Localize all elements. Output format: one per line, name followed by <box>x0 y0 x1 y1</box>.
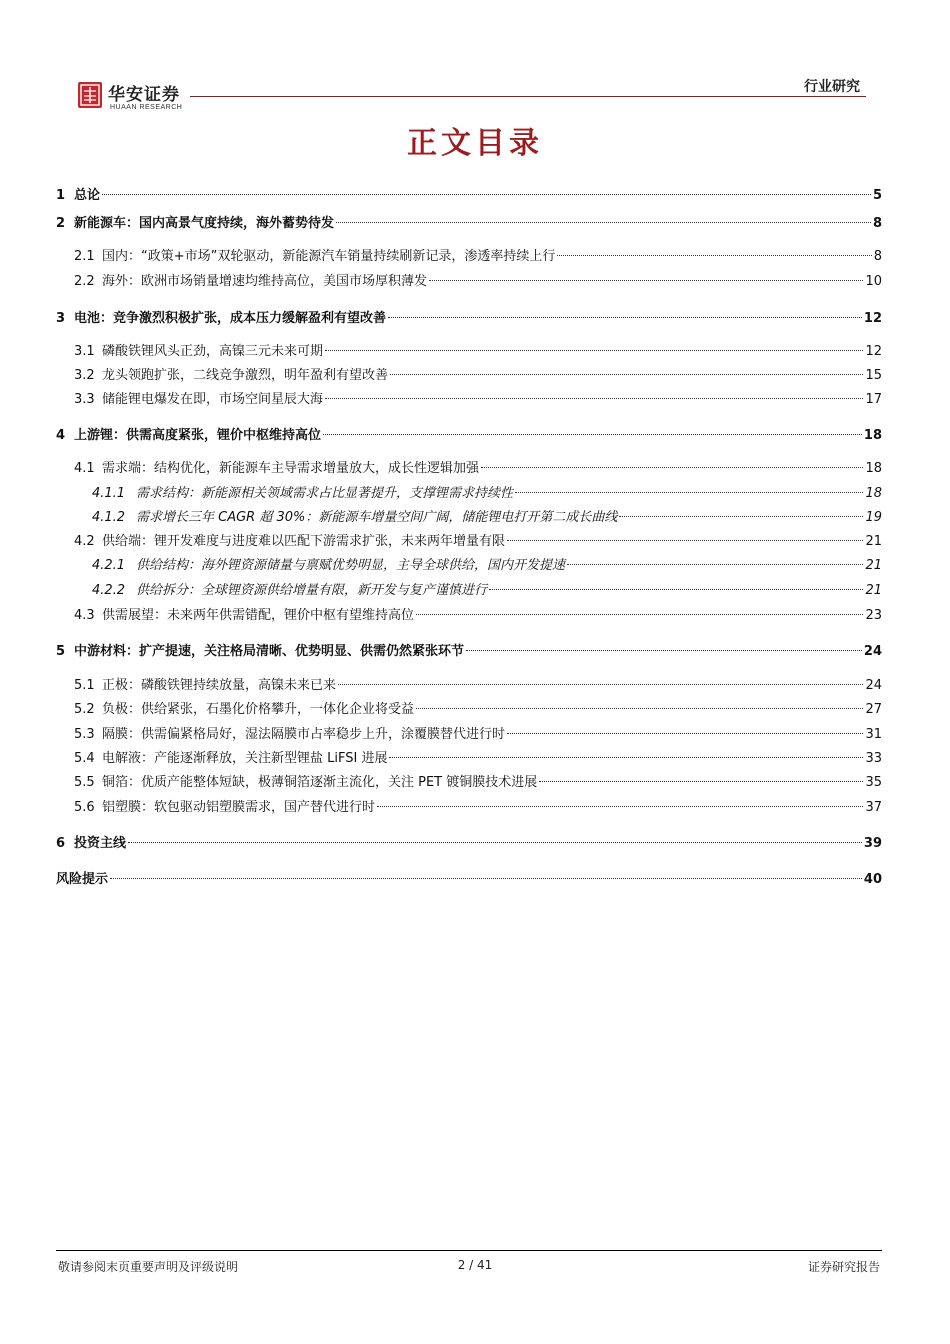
toc-entry-number: 2.2 <box>74 274 95 289</box>
footer-divider <box>56 1250 882 1251</box>
toc-leader-dots <box>390 374 863 375</box>
toc-leader-dots <box>507 733 863 734</box>
toc-entry-number: 1 <box>56 188 66 203</box>
brand-subtitle: HUAAN RESEARCH <box>110 104 183 111</box>
toc-entry-page: 18 <box>865 486 882 501</box>
toc-entry-number: 3 <box>56 311 66 326</box>
toc-entry-number: 5.6 <box>74 800 95 815</box>
toc-leader-dots <box>388 317 862 318</box>
toc-entry[interactable] <box>56 579 882 599</box>
huaan-logo-icon <box>78 82 102 108</box>
toc-entry-title: 电池：竞争激烈积极扩张，成本压力缓解盈利有望改善 <box>74 311 387 326</box>
toc-entry-page: 37 <box>865 800 882 815</box>
toc-leader-dots <box>489 589 863 590</box>
toc-leader-dots <box>539 781 863 782</box>
toc-entry-title: 龙头领跑扩张，二线竞争激烈，明年盈利有望改善 <box>102 368 389 383</box>
toc-leader-dots <box>416 708 863 709</box>
toc-leader-dots <box>336 222 871 223</box>
toc-leader-dots <box>507 540 863 541</box>
toc-entry-number: 5.3 <box>74 727 95 742</box>
toc-entry-page: 8 <box>872 216 882 231</box>
toc-entry[interactable] <box>56 307 882 327</box>
toc-entry-title: 投资主线 <box>74 836 127 851</box>
toc-leader-dots <box>389 757 863 758</box>
toc-entry-page: 18 <box>863 428 882 443</box>
page-header <box>0 0 950 120</box>
toc-entry[interactable] <box>56 482 882 502</box>
toc-entry-title: 负极：供给紧张，石墨化价格攀升，一体化企业将受益 <box>102 702 415 717</box>
toc-entry[interactable] <box>56 554 882 574</box>
toc-entry-title: 新能源车：国内高景气度持续，海外蓄势待发 <box>74 216 335 231</box>
toc-entry[interactable] <box>56 604 882 624</box>
toc-entry-page: 27 <box>865 702 882 717</box>
brand-name: 华安证券 <box>108 85 180 105</box>
toc-entry-title: 中游材料：扩产提速，关注格局清晰、优势明显、供需仍然紧张环节 <box>74 644 465 659</box>
toc-leader-dots <box>323 434 862 435</box>
toc-entry-number: 2.1 <box>74 249 95 264</box>
toc-entry-number: 5.5 <box>74 775 95 790</box>
toc-entry-number: 2 <box>56 216 66 231</box>
toc-leader-dots <box>567 564 863 565</box>
toc-entry[interactable] <box>56 698 882 718</box>
toc-entry[interactable] <box>56 388 882 408</box>
toc-entry[interactable] <box>56 832 882 852</box>
toc-entry-page: 21 <box>865 583 882 598</box>
toc-entry-title: 铜箔：优质产能整体短缺，极薄铜箔逐渐主流化，关注 PET 镀铜膜技术进展 <box>102 775 538 790</box>
toc-entry[interactable] <box>56 245 882 265</box>
toc-entry[interactable] <box>56 506 882 526</box>
toc-entry-title: 电解液：产能逐渐释放，关注新型锂盐 LiFSI 进展 <box>102 751 388 766</box>
toc-leader-dots <box>481 467 863 468</box>
toc-entry-title: 风险提示 <box>56 872 109 887</box>
toc-leader-dots <box>325 398 863 399</box>
toc-entry-page: 40 <box>863 872 882 887</box>
toc-leader-dots <box>515 492 863 493</box>
toc-entry-page: 5 <box>872 188 882 203</box>
toc-leader-dots <box>338 684 863 685</box>
toc-leader-dots <box>429 280 863 281</box>
toc-entry-number: 5.1 <box>74 678 95 693</box>
page-title: 正文目录 <box>407 126 543 161</box>
footer-report-type: 证券研究报告 <box>807 1260 880 1274</box>
toc-entry-number: 4.2.2 <box>92 583 126 598</box>
toc-entry-title: 储能锂电爆发在即，市场空间星辰大海 <box>102 392 324 407</box>
toc-entry-page: 10 <box>865 274 882 289</box>
toc-entry-page: 8 <box>873 249 882 264</box>
toc-entry-title: 总论 <box>74 188 101 203</box>
toc-leader-dots <box>102 194 871 195</box>
toc-entry-title: 磷酸铁锂风头正劲，高镍三元未来可期 <box>102 344 324 359</box>
toc-entry-title: 需求端：结构优化，新能源车主导需求增量放大，成长性逻辑加强 <box>102 461 480 476</box>
toc-entry-title: 海外：欧洲市场销量增速均维持高位，美国市场厚积薄发 <box>102 274 428 289</box>
toc-entry-page: 24 <box>863 644 882 659</box>
toc-entry[interactable] <box>56 640 882 660</box>
toc-entry-page: 19 <box>865 510 882 525</box>
toc-entry-number: 4.2.1 <box>92 558 126 573</box>
toc-entry-number: 6 <box>56 836 66 851</box>
toc-entry[interactable] <box>56 796 882 816</box>
toc-entry-title: 供需展望：未来两年供需错配，锂价中枢有望维持高位 <box>102 608 415 623</box>
toc-entry[interactable] <box>56 424 882 444</box>
toc-entry-title: 供给结构：海外锂资源储量与禀赋优势明显，主导全球供给，国内开发提速 <box>136 558 566 573</box>
toc-entry[interactable] <box>56 184 882 204</box>
toc-entry-page: 15 <box>865 368 882 383</box>
toc-entry-title: 供给拆分：全球锂资源供给增量有限，新开发与复产谨慎进行 <box>136 583 488 598</box>
toc-entry[interactable] <box>56 747 882 767</box>
toc-entry-number: 4.1.2 <box>92 510 126 525</box>
toc-entry-page: 23 <box>865 608 882 623</box>
toc-entry-title: 国内：“政策+市场”双轮驱动，新能源汽车销量持续刷新记录，渗透率持续上行 <box>102 249 556 264</box>
toc-entry[interactable] <box>56 457 882 477</box>
toc-entry[interactable] <box>56 771 882 791</box>
toc-entry[interactable] <box>56 364 882 384</box>
page-number: 2 / 41 <box>457 1258 493 1272</box>
toc-entry[interactable] <box>56 270 882 290</box>
toc-entry-number: 5.4 <box>74 751 95 766</box>
toc-entry-number: 4.3 <box>74 608 95 623</box>
toc-entry-number: 5.2 <box>74 702 95 717</box>
toc-entry-title: 隔膜：供需偏紧格局好，湿法隔膜市占率稳步上升，涂覆膜替代进行时 <box>102 727 506 742</box>
toc-leader-dots <box>466 650 862 651</box>
toc-entry-number: 5 <box>56 644 66 659</box>
toc-entry-title: 正极：磷酸铁锂持续放量，高镍未来已来 <box>102 678 337 693</box>
toc-entry[interactable] <box>56 723 882 743</box>
toc-entry[interactable] <box>56 868 882 888</box>
report-category: 行业研究 <box>804 79 860 95</box>
toc-entry-page: 31 <box>865 727 882 742</box>
toc-entry-number: 4.1.1 <box>92 486 126 501</box>
toc-entry-title: 上游锂：供需高度紧张，锂价中枢维持高位 <box>74 428 322 443</box>
toc-leader-dots <box>128 842 862 843</box>
toc-entry[interactable] <box>56 212 882 232</box>
toc-entry-number: 3.3 <box>74 392 95 407</box>
toc-entry-number: 3.1 <box>74 344 95 359</box>
toc-entry-title: 铝塑膜：软包驱动铝塑膜需求，国产替代进行时 <box>102 800 376 815</box>
toc-entry-number: 3.2 <box>74 368 95 383</box>
toc-entry-page: 21 <box>865 534 882 549</box>
toc-entry-title: 需求增长三年 CAGR 超 30%：新能源车增量空间广阔，储能锂电打开第二成长曲线 <box>136 510 618 525</box>
toc-entry[interactable] <box>56 674 882 694</box>
toc-entry-number: 4.2 <box>74 534 95 549</box>
toc-leader-dots <box>619 516 863 517</box>
footer-disclaimer: 敬请参阅末页重要声明及评级说明 <box>58 1260 239 1274</box>
toc-entry-page: 12 <box>863 311 882 326</box>
toc-leader-dots <box>325 350 863 351</box>
toc-entry-page: 17 <box>865 392 882 407</box>
toc-entry-page: 12 <box>865 344 882 359</box>
toc-entry-page: 33 <box>865 751 882 766</box>
toc-entry-page: 39 <box>863 836 882 851</box>
toc-entry-page: 35 <box>865 775 882 790</box>
toc-entry-number: 4 <box>56 428 66 443</box>
toc-entry-page: 21 <box>865 558 882 573</box>
toc-entry[interactable] <box>56 340 882 360</box>
toc-entry-number: 4.1 <box>74 461 95 476</box>
toc-entry-page: 18 <box>865 461 882 476</box>
toc-leader-dots <box>377 806 863 807</box>
toc-entry-title: 需求结构：新能源相关领域需求占比显著提升，支撑锂需求持续性 <box>136 486 514 501</box>
toc-leader-dots <box>110 878 862 879</box>
toc-entry-title: 供给端：锂开发难度与进度难以匹配下游需求扩张，未来两年增量有限 <box>102 534 506 549</box>
toc-entry-page: 24 <box>865 678 882 693</box>
toc-leader-dots <box>416 614 863 615</box>
header-divider <box>190 96 866 97</box>
toc-entry[interactable] <box>56 530 882 550</box>
toc-leader-dots <box>557 255 871 256</box>
